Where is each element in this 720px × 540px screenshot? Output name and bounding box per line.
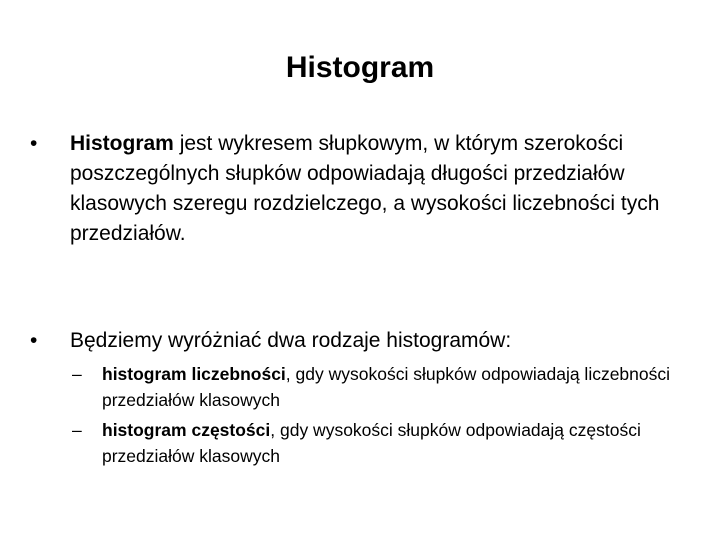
slide-title: Histogram [285,51,435,84]
dash-marker: – [72,420,82,440]
bullet-types [30,326,690,356]
bullet-definition [30,129,690,249]
subitem-body: , gdy wysokości słupków odpowiadają liczebności przedziałów klasowych [102,364,671,410]
bold-term: histogram liczebności [102,364,286,384]
bold-term: histogram częstości [102,420,271,440]
bullet-marker: • [30,329,38,352]
bullet-text [70,129,690,249]
subitem-body: , gdy wysokości słupków odpowiadają częstości przedziałów klasowych [102,420,641,466]
bullet-text: Będziemy wyróżniać dwa rodzaje histogramów: [70,329,512,352]
bullet-body: jest wykresem słupkowym, w którym szerokości poszczególnych słupków odpowiadają długości przedziałów klasowych szeregu rozdzielczego, a wysokości liczebności tych przedziałów. [70,132,660,245]
dash-marker: – [72,364,82,384]
bullet-marker: • [30,132,38,155]
bold-term: Histogram [70,132,174,155]
subitem-text [102,417,672,469]
subitem-text [102,361,672,413]
subitem-relative-frequency-histogram [72,417,672,469]
subitem-frequency-histogram [72,361,672,413]
